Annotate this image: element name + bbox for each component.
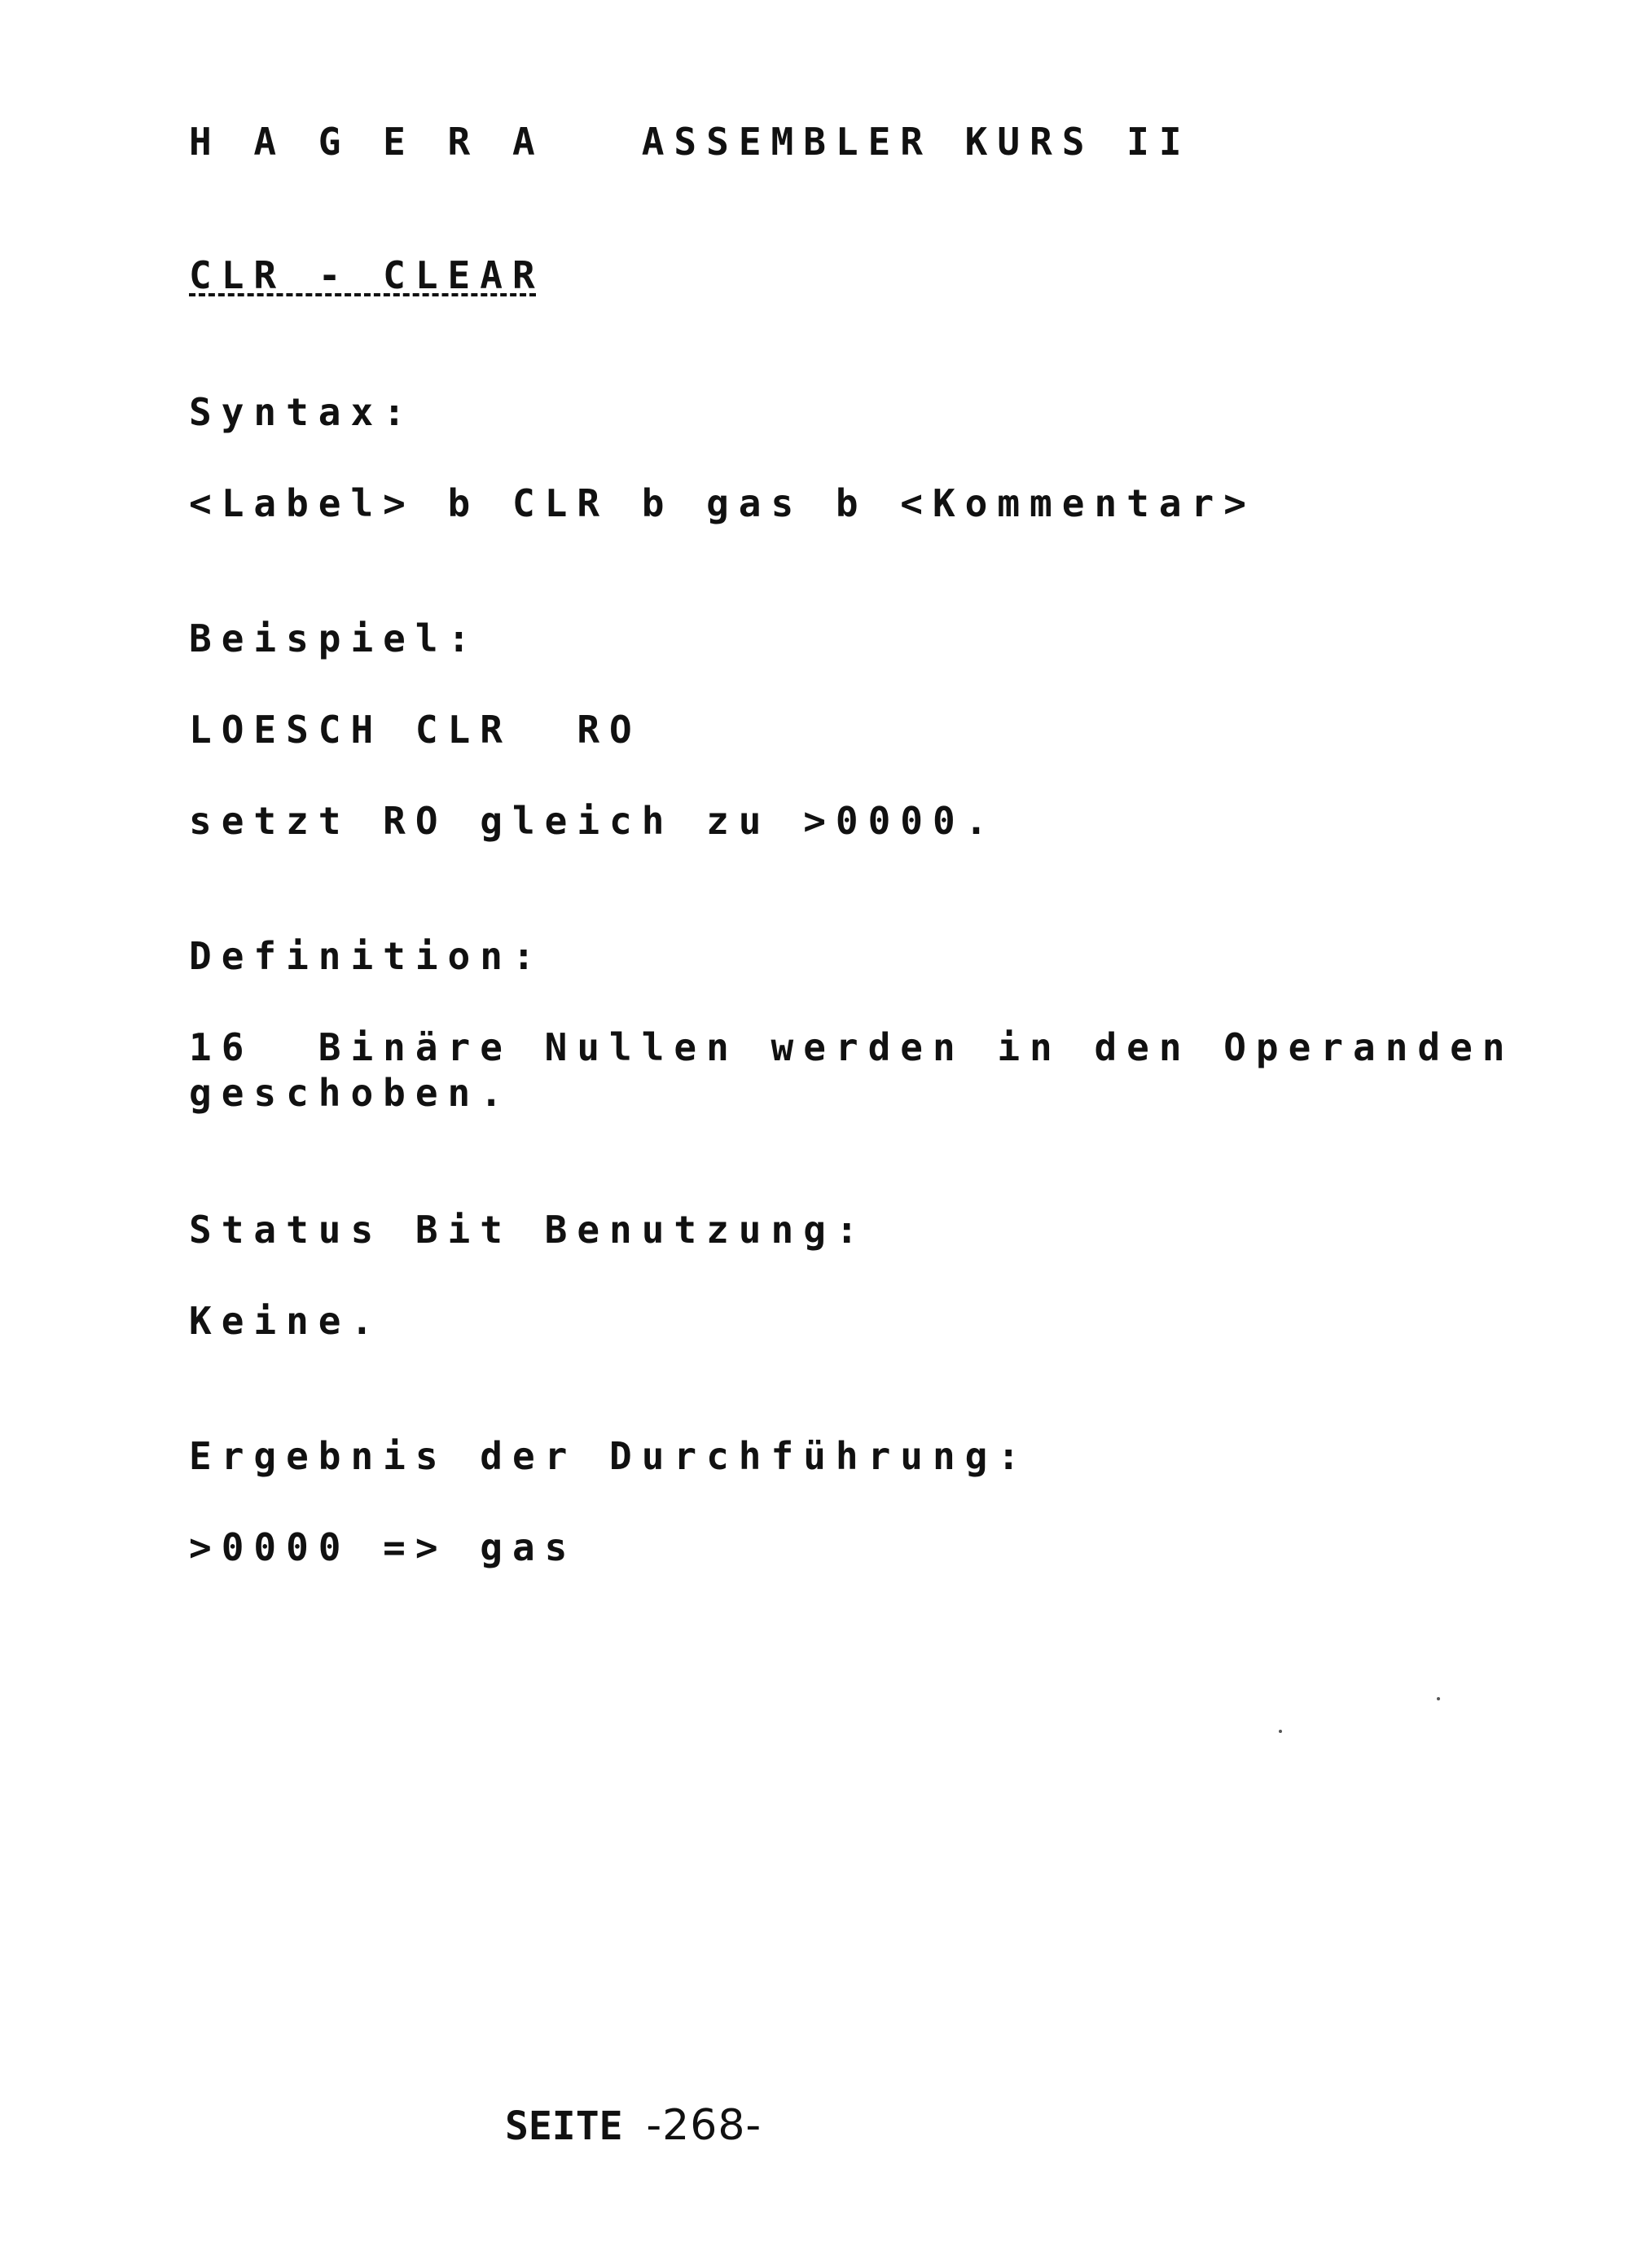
result-value: >0000 => gas [189, 1525, 577, 1569]
status-value: Keine. [189, 1299, 384, 1343]
scan-speck [1437, 1697, 1440, 1700]
scan-speck [1279, 1730, 1282, 1733]
example-label: Beispiel: [189, 616, 481, 660]
brand-name: H A G E R A [189, 120, 545, 164]
section-title: CLR - CLEAR [189, 253, 545, 297]
syntax-line: <Label> b CLR b gas b <Kommentar> [189, 481, 1256, 525]
footer-prefix: SEITE [505, 2103, 647, 2149]
header-line [189, 119, 1192, 165]
section-title-underline [189, 293, 536, 301]
page-footer [505, 2101, 762, 2151]
page-number: -268- [646, 2101, 762, 2150]
definition-label: Definition: [189, 934, 545, 978]
status-label: Status Bit Benutzung: [189, 1208, 868, 1252]
example-description: setzt RO gleich zu >0000. [189, 799, 998, 843]
definition-line-2: geschoben. [189, 1071, 512, 1115]
result-label: Ergebnis der Durchführung: [189, 1434, 1030, 1478]
definition-line-1: 16 Binäre Nullen werden in den Operanden [189, 1025, 1515, 1069]
syntax-label: Syntax: [189, 390, 415, 434]
example-code: LOESCH CLR RO [189, 708, 642, 752]
course-title: ASSEMBLER KURS II [641, 120, 1192, 164]
